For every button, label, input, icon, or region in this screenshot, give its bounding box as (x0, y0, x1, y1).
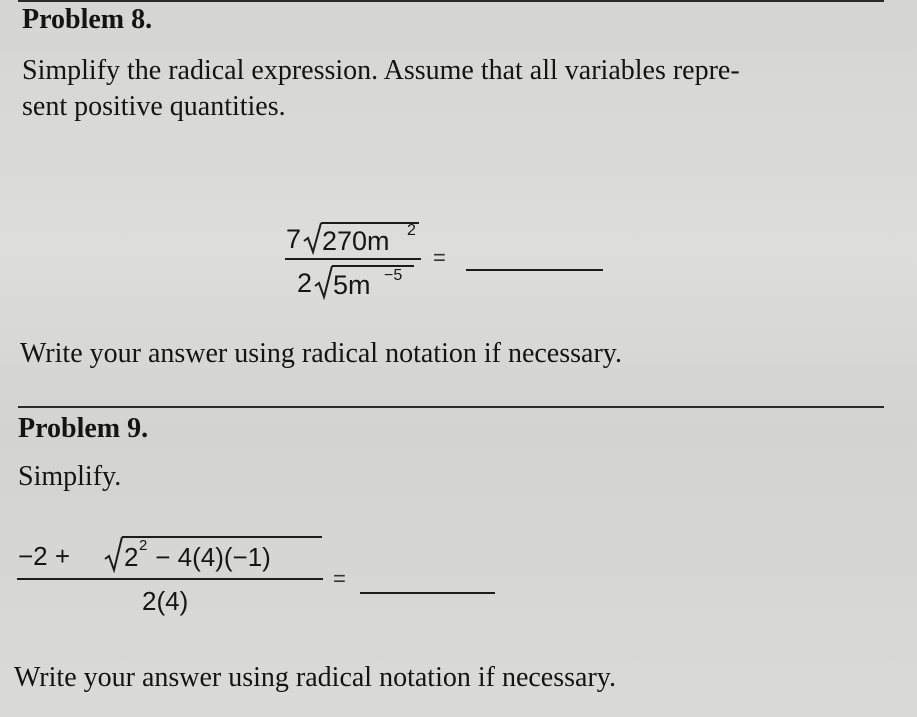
p8-fraction-bar (285, 258, 421, 260)
p8-numerator-exponent: 2 (407, 222, 416, 239)
p8-denominator-radicand-text: 5m (333, 270, 371, 300)
top-divider (18, 0, 884, 2)
p9-radicand-exponent: 2 (139, 537, 148, 554)
p9-numerator-prefix: −2 + (18, 541, 71, 571)
p8-numerator-radicand (321, 222, 419, 254)
p8-denominator-coefficient: 2 (297, 268, 313, 298)
p9-radicand-base: 2 (124, 542, 139, 572)
p9-radicand-rest: − 4(4)(−1) (148, 542, 271, 572)
p8-numerator-radical-sign-icon (303, 221, 323, 255)
p8-denominator-radical-sign-icon (314, 264, 334, 300)
p8-denominator-radicand (332, 265, 414, 299)
problem-9-heading: Problem 9. (18, 413, 149, 444)
p8-answer-blank[interactable] (466, 269, 603, 271)
problem-8-instruction-line-2: sent positive quantities. (22, 91, 286, 122)
p9-radical-sign-icon (104, 535, 124, 573)
p9-answer-blank[interactable] (360, 592, 495, 594)
problem-8-instruction-line-1: Simplify the radical expression. Assume that all variables repre- (22, 55, 740, 86)
middle-divider (18, 406, 884, 408)
problem-8-note: Write your answer using radical notation if necessary. (20, 338, 622, 369)
problem-9-instruction: Simplify. (18, 461, 122, 492)
p8-numerator-coefficient: 7 (286, 224, 302, 254)
p8-numerator-radicand-text: 270m (322, 226, 390, 256)
problem-9-note: Write your answer using radical notation if necessary. (14, 662, 616, 693)
problem-8-heading: Problem 8. (22, 4, 153, 35)
p9-denominator: 2(4) (142, 586, 189, 616)
p8-denominator-exponent: −5 (384, 267, 403, 284)
p9-radicand (122, 536, 322, 572)
p9-equals-sign: = (333, 566, 346, 591)
p9-fraction-bar (17, 578, 323, 580)
p8-equals-sign: = (433, 245, 446, 270)
